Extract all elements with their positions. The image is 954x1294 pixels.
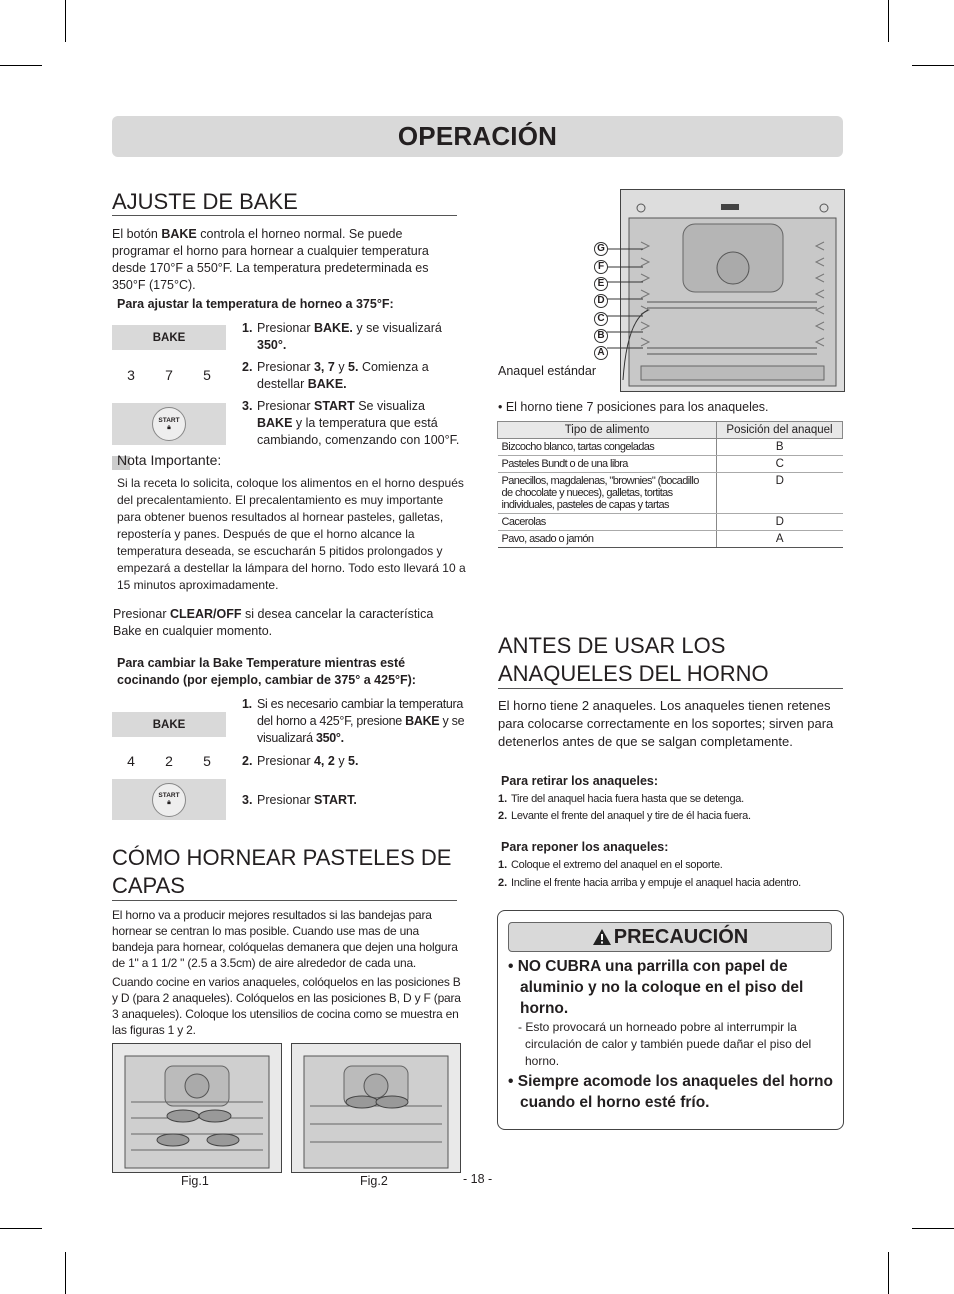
section-heading-racks: ANTES DE USAR LOS ANAQUELES DEL HORNO (498, 632, 843, 689)
table-cell: D (717, 473, 843, 514)
standard-rack-label: Anaquel estándar (498, 364, 596, 378)
table-row (498, 456, 843, 473)
crop-mark (912, 65, 954, 66)
table-row (498, 531, 843, 548)
rack-letter: B (594, 329, 608, 343)
figure-2-caption: Fig.2 (360, 1174, 388, 1188)
bake-pad-label: BAKE (152, 331, 186, 344)
start-button: START 🔒︎ (152, 407, 186, 441)
crop-mark (0, 65, 42, 66)
bake-subheading-1: Para ajustar la temperatura de horneo a 375°F: (117, 297, 394, 311)
digit: 7 (165, 367, 173, 383)
table-cell: Bizcocho blanco, tartas congeladas (498, 439, 717, 456)
bake-pad-label: BAKE (152, 718, 186, 731)
bake-step: 2. Presionar 4, 2 y 5. (242, 754, 359, 768)
layers-para-1: El horno va a producir mejores resultados si las bandejas para hornear se centran lo mas posible. Cuando use mas de una bandeja para hornear, colóquelas demanera que dejen una holgura de 1" a 1 1/2 " (2.5 a 3.5cm) de aire alrededor de cada una. (112, 908, 458, 970)
note-text: Si la receta lo solicita, coloque los alimentos en el horno después del precalentamiento. El precalentamiento es muy importante para obtener buenos resultados al hornear pasteles, galletas, repostería y panes. Después de que el horno alcance la temperatura deseada, se escucharán 5 pitidos prolongados y empezará a destellar la lámpara del horno. Todo esto llevará 10 a 15 minutos aproximadamente. (117, 476, 466, 592)
caution-box (497, 910, 844, 1130)
replace-step: 1. Coloque el extremo del anaquel en el soporte. (498, 859, 723, 871)
bake-step: 1. Presionar BAKE. y se visualizará 350°. (242, 321, 442, 352)
digit-sequence (112, 753, 226, 769)
section-heading-bake: AJUSTE DE BAKE (112, 189, 457, 216)
rack-letter: F (594, 260, 608, 274)
table-cell: Panecillos, magdalenas, "brownies" (bocadillo de chocolate y nueces), galletas, tortitas individuales, pasteles de capas y tartas (498, 473, 717, 514)
figure-1-caption: Fig.1 (181, 1174, 209, 1188)
bake-step: 3. Presionar START. (242, 793, 357, 807)
remove-step: 1. Tire del anaquel hacia fuera hasta que se detenga. (498, 793, 744, 805)
digit-sequence (112, 367, 226, 383)
layers-para-2: Cuando cocine en varios anaqueles, colóquelos en las posiciones B y D (para 2 anaqueles). Colóquelos en las posiciones B, D y F (para 3 anaqueles). Coloque los utensilios de cocina como se muestra en las figuras 1 y 2. (112, 975, 461, 1037)
remove-racks-title: Para retirar los anaqueles: (501, 774, 659, 788)
page-title: OPERACIÓN (112, 116, 843, 157)
crop-mark (888, 0, 889, 42)
table-header-row (498, 422, 843, 439)
caution-title: PRECAUCIÓN (508, 922, 832, 952)
table-cell: Pasteles Bundt o de una libra (498, 456, 717, 473)
oven-illustration (113, 1044, 281, 1172)
replace-racks-title: Para reponer los anaqueles: (501, 840, 669, 854)
oven-illustration (292, 1044, 460, 1172)
replace-step: 2. Incline el frente hacia arriba y empuje el anaquel hacia adentro. (498, 877, 801, 889)
table-cell: Cacerolas (498, 514, 717, 531)
start-button: START 🔒︎ (152, 783, 186, 817)
digit: 3 (127, 367, 135, 383)
bake-pad (112, 712, 226, 737)
bake-subheading-2: Para cambiar la Bake Temperature mientras esté cocinando (por ejemplo, cambiar de 375° a 425°F): (117, 656, 416, 687)
start-pad (112, 779, 226, 820)
page-number: - 18 - (463, 1172, 493, 1186)
table-row (498, 439, 843, 456)
caution-sub-bullet: - Esto provocará un horneado pobre al interrumpir la circulación de calor y también puede dañar el piso del horno. (518, 1020, 812, 1068)
rack-letter: E (594, 277, 608, 291)
digit: 5 (203, 753, 211, 769)
warning-icon (592, 928, 612, 946)
table-cell: C (717, 456, 843, 473)
crop-mark (912, 1228, 954, 1229)
rack-letter: C (594, 312, 608, 326)
oven-diagram (620, 189, 845, 392)
rack-position-table (497, 421, 843, 548)
lock-icon: 🔒︎ (167, 423, 171, 431)
rack-positions-note: • El horno tiene 7 posiciones para los anaqueles. (498, 400, 769, 414)
table-cell: Pavo, asado o jamón (498, 531, 717, 548)
note-title: Nota Importante: (117, 452, 222, 468)
table-row (498, 514, 843, 531)
caution-bullet-1: • NO CUBRA una parrilla con papel de aluminio y no la coloque en el piso del horno. (508, 958, 804, 1017)
racks-intro: El horno tiene 2 anaqueles. Los anaqueles tienen retenes para colocarse correctamente en los soportes; sirven para detenerlos antes de que se salgan completamente. (498, 698, 834, 749)
rack-letter: D (594, 294, 608, 308)
rack-letter: A (594, 346, 608, 360)
crop-mark (0, 1228, 42, 1229)
table-cell: D (717, 514, 843, 531)
cancel-text: Presionar CLEAR/OFF si desea cancelar la característica Bake en cualquier momento. (113, 607, 434, 638)
table-row (498, 473, 843, 514)
crop-mark (65, 1252, 66, 1294)
column-header: Posición del anaquel (717, 422, 843, 439)
bake-step: 3. Presionar START Se visualiza BAKE y la temperatura que está cambiando, comenzando con 100°F. (242, 399, 460, 447)
figure-2-oven (291, 1043, 461, 1173)
bake-step: 1. Si es necesario cambiar la temperatura del horno a 425°F, presione BAKE y se visualizará 350°. (242, 697, 465, 745)
digit: 4 (127, 753, 135, 769)
crop-mark (888, 1252, 889, 1294)
column-header: Tipo de alimento (498, 422, 717, 439)
bake-intro: El botón BAKE controla el horneo normal. Se puede programar el horno para hornear a cualquier temperatura desde 170°F a 550°F. La temperatura predeterminada es 350°F (175°C). (112, 227, 429, 292)
table-cell: A (717, 531, 843, 548)
figure-1-oven (112, 1043, 282, 1173)
section-heading-layers: CÓMO HORNEAR PASTELES DE CAPAS (112, 844, 457, 901)
digit: 2 (165, 753, 173, 769)
oven-rack-illustration (621, 190, 844, 391)
remove-step: 2. Levante el frente del anaquel y tire de él hacia fuera. (498, 810, 751, 822)
bake-pad (112, 325, 226, 350)
table-cell: B (717, 439, 843, 456)
rack-letter: G (594, 242, 608, 256)
lock-icon: 🔒︎ (167, 799, 171, 806)
crop-mark (65, 0, 66, 42)
rack-letters (594, 242, 608, 360)
digit: 5 (203, 367, 211, 383)
bake-step: 2. Presionar 3, 7 y 5. Comienza a destellar BAKE. (242, 360, 429, 391)
start-pad (112, 403, 226, 445)
caution-bullet-2: • Siempre acomode los anaqueles del horno cuando el horno esté frío. (508, 1073, 833, 1111)
